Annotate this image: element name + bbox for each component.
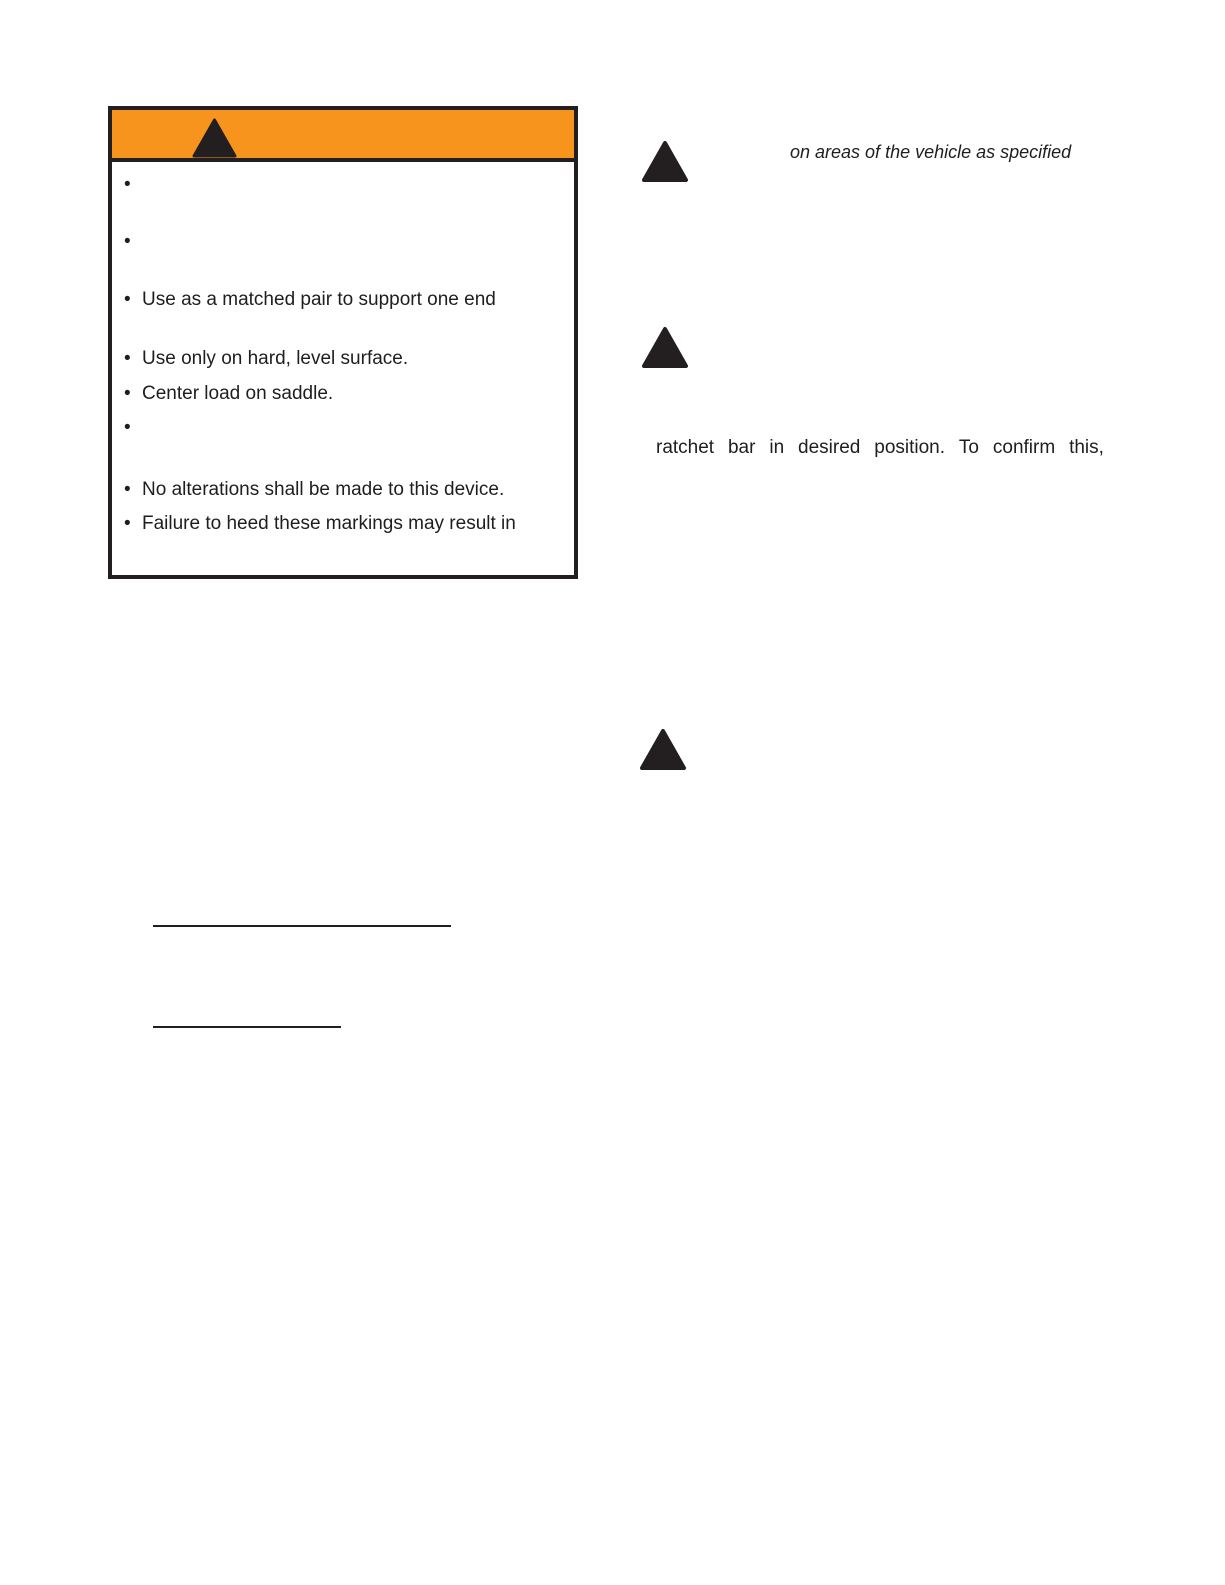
word: bar (727, 437, 756, 458)
word: position. (874, 437, 946, 458)
ratchet-instruction-line (656, 437, 1104, 459)
warning-bullet-2: • (124, 231, 131, 252)
warning-bullet-5: • Center load on saddle. (124, 383, 334, 404)
warning-bullet-text: Use as a matched pair to support one end (142, 289, 496, 310)
word: this, (1069, 437, 1104, 458)
warning-bullet-4: • Use only on hard, level surface. (124, 348, 409, 369)
warning-header (112, 110, 574, 162)
alert-triangle-icon (639, 728, 687, 771)
warning-bullet-3: • Use as a matched pair to support one end (124, 289, 496, 310)
word: confirm (992, 437, 1056, 458)
underline-rule (153, 1026, 341, 1028)
word: desired (798, 437, 861, 458)
warning-bullet-text: Failure to heed these markings may result in (142, 513, 516, 534)
warning-bullet-text: Use only on hard, level surface. (142, 348, 409, 369)
word: in (769, 437, 785, 458)
word: ratchet (656, 437, 715, 458)
warning-box (108, 106, 578, 579)
word: To (958, 437, 979, 458)
warning-bullet-8: • Failure to heed these markings may result in (124, 513, 516, 534)
warning-bullet-6: • (124, 417, 131, 438)
underline-rule (153, 925, 451, 927)
warning-bullet-7: • No alterations shall be made to this device. (124, 479, 505, 500)
alert-triangle-icon (192, 118, 237, 158)
italic-note: on areas of the vehicle as specified (790, 142, 1072, 162)
warning-bullet-text: No alterations shall be made to this device. (142, 479, 505, 500)
alert-triangle-icon (641, 140, 689, 183)
warning-bullet-text: Center load on saddle. (142, 383, 334, 404)
warning-bullet-1: • (124, 174, 131, 195)
alert-triangle-icon (641, 326, 689, 369)
